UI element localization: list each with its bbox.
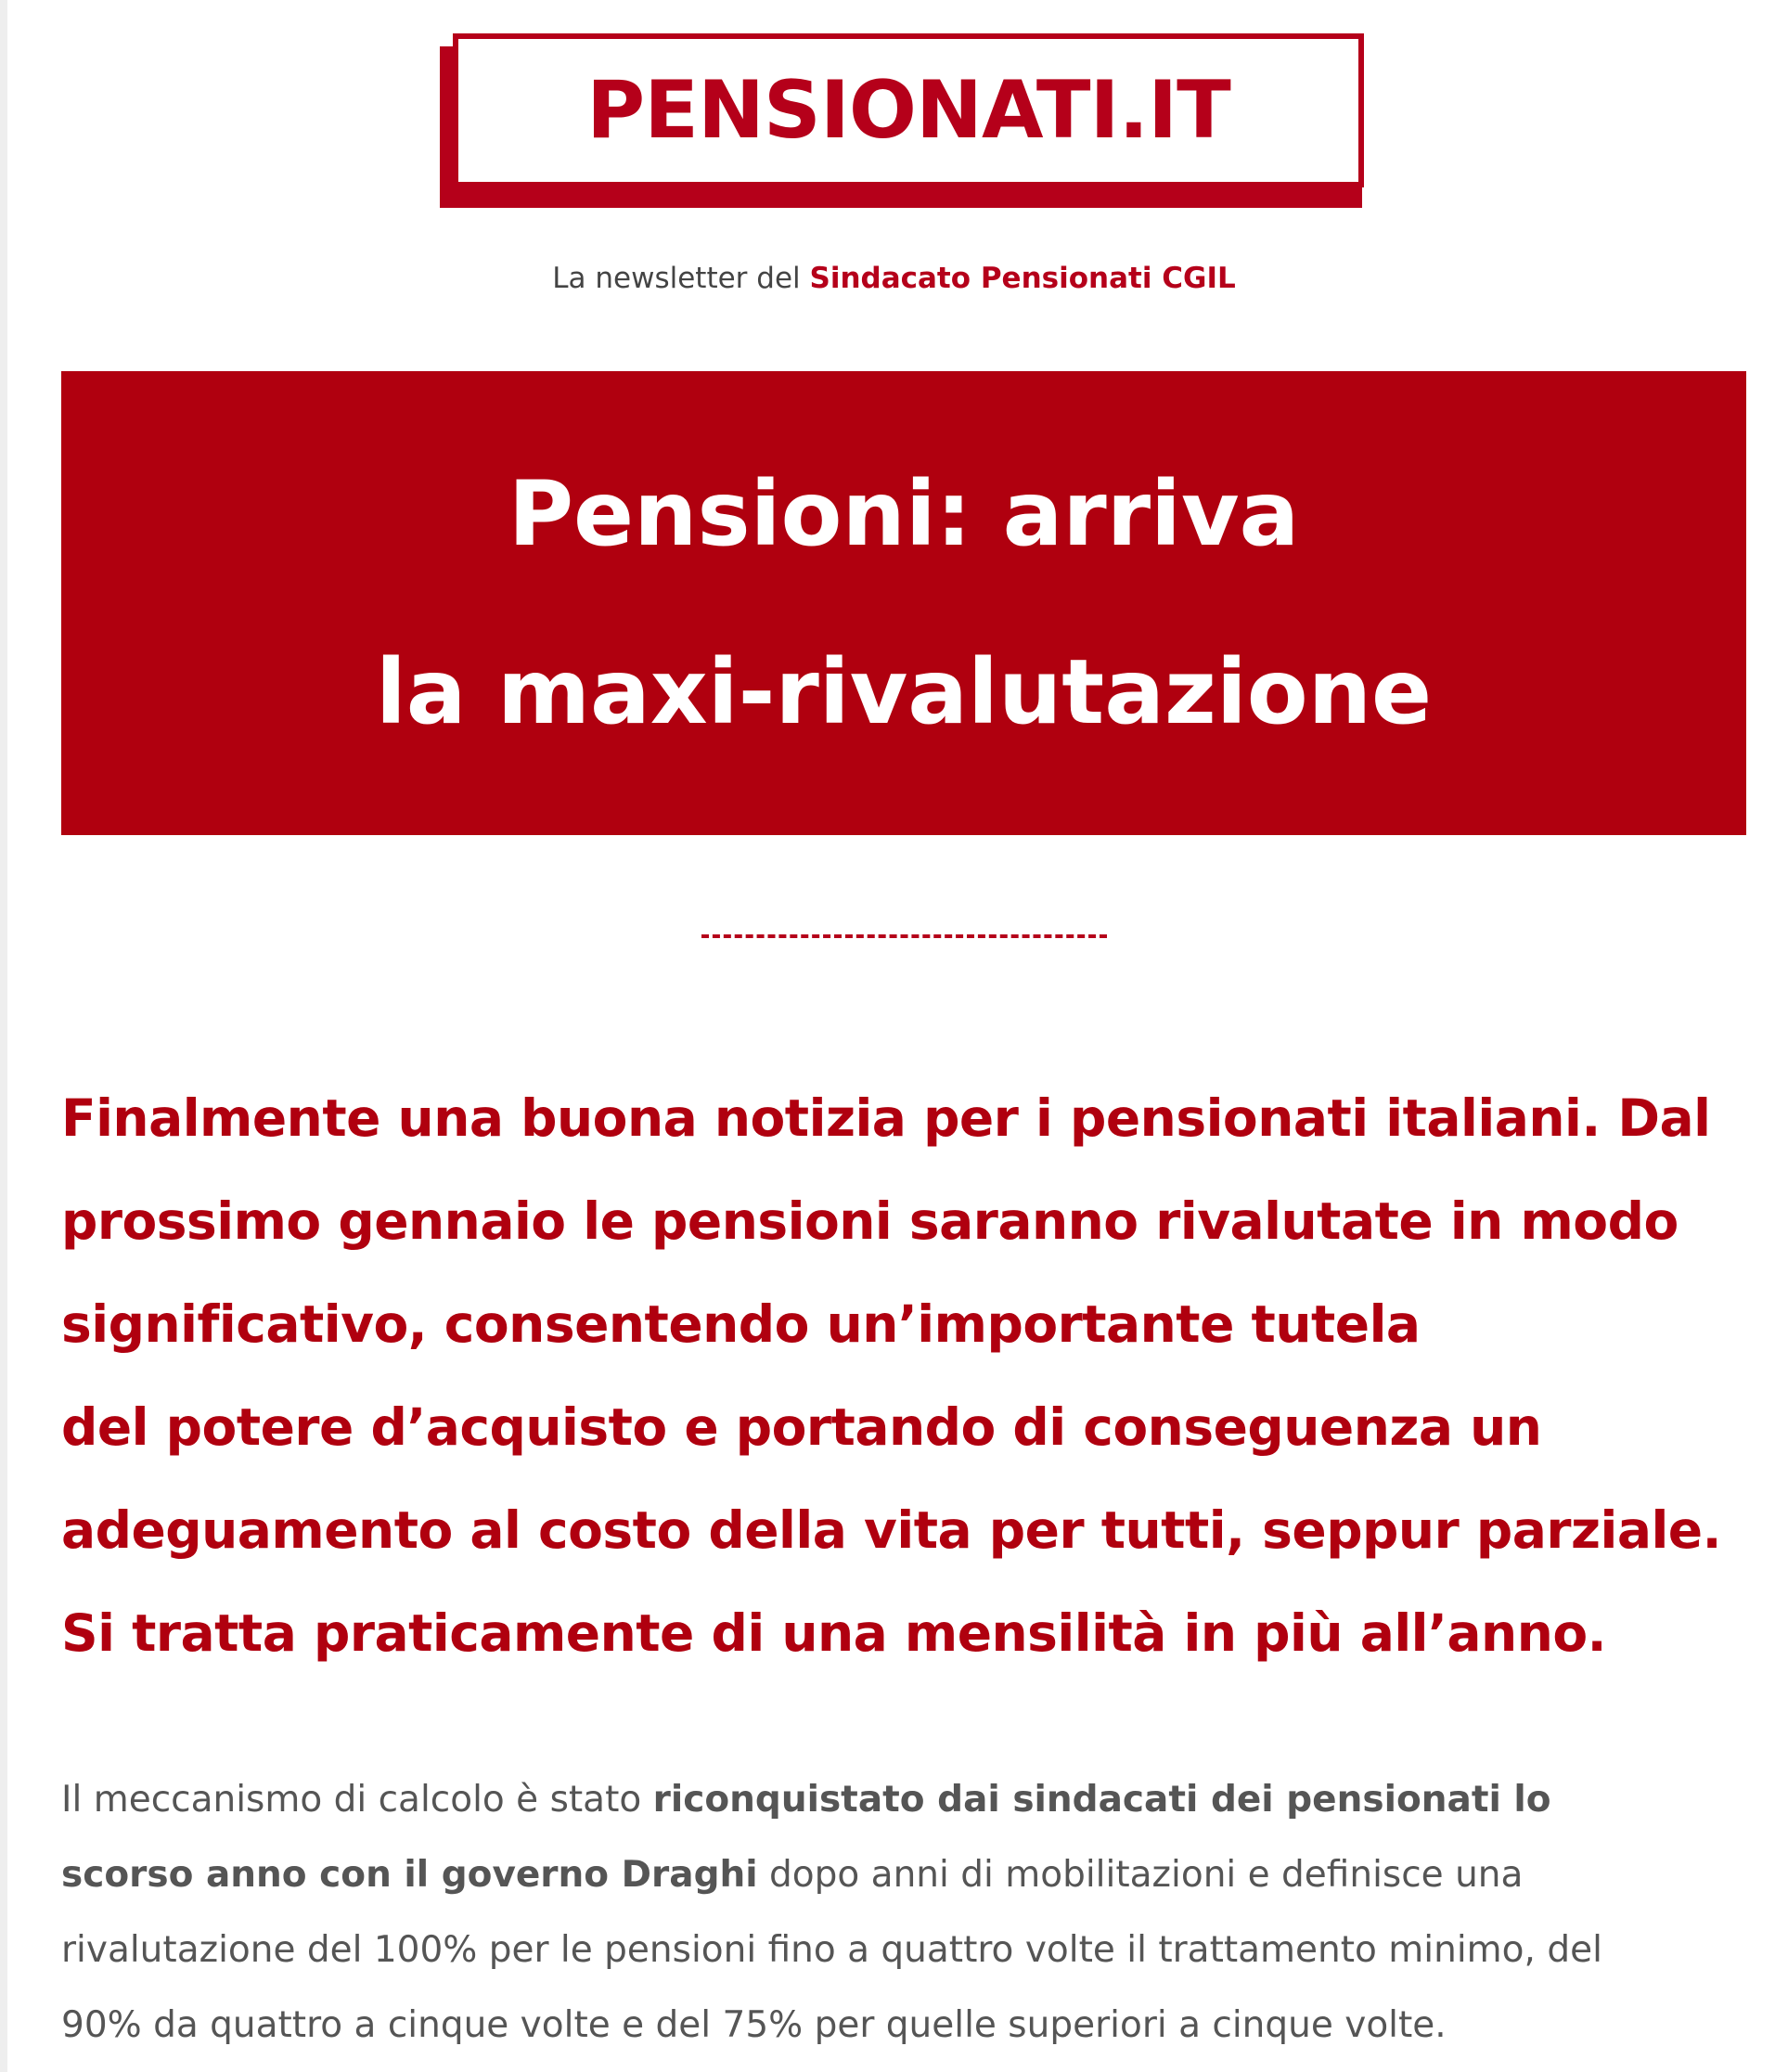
subtitle-prefix: La newsletter del xyxy=(552,262,810,295)
headline-banner xyxy=(61,371,1746,835)
body-bold-text: scorso anno con il governo Draghi xyxy=(61,1854,758,1896)
body-line: 90% da quattro a cinque volte e del 75% per quelle superiori a cinque volte. xyxy=(61,2004,1447,2046)
subtitle-organization-link[interactable]: Sindacato Pensionati CGIL xyxy=(809,262,1236,295)
logo[interactable] xyxy=(453,33,1364,187)
body-text: dopo anni di mobilitazioni e definisce una xyxy=(757,1854,1524,1896)
section-divider xyxy=(701,934,1107,938)
lead-line: Si tratta praticamente di una mensilità in più all’anno. xyxy=(61,1603,1607,1663)
lead-line: significativo, consentendo un’importante tutela xyxy=(61,1294,1421,1354)
body-line: rivalutazione del 100% per le pensioni fino a quattro volte il trattamento minimo, del xyxy=(61,1929,1602,1971)
newsletter-subtitle xyxy=(0,262,1788,295)
lead-paragraph xyxy=(61,1067,1759,1685)
lead-line: prossimo gennaio le pensioni saranno rivalutate in modo xyxy=(61,1191,1679,1251)
headline-line-1: Pensioni: arriva xyxy=(508,462,1300,566)
lead-line: del potere d’acquisto e portando di conseguenza un xyxy=(61,1397,1542,1457)
headline-line-2: la maxi-rivalutazione xyxy=(375,640,1433,744)
logo-text: PENSIONATI.IT xyxy=(586,64,1230,157)
body-line xyxy=(61,1837,1759,1912)
body-line xyxy=(61,1762,1759,1837)
lead-line: adeguamento al costo della vita per tutti, seppur parziale. xyxy=(61,1500,1721,1560)
lead-line: Finalmente una buona notizia per i pensionati italiani. Dal xyxy=(61,1088,1711,1148)
body-paragraph xyxy=(61,1762,1759,2063)
body-text: Il meccanismo di calcolo è stato xyxy=(61,1779,653,1821)
page-edge xyxy=(0,0,7,2072)
body-bold-text: riconquistato dai sindacati dei pensionati lo xyxy=(652,1779,1551,1821)
